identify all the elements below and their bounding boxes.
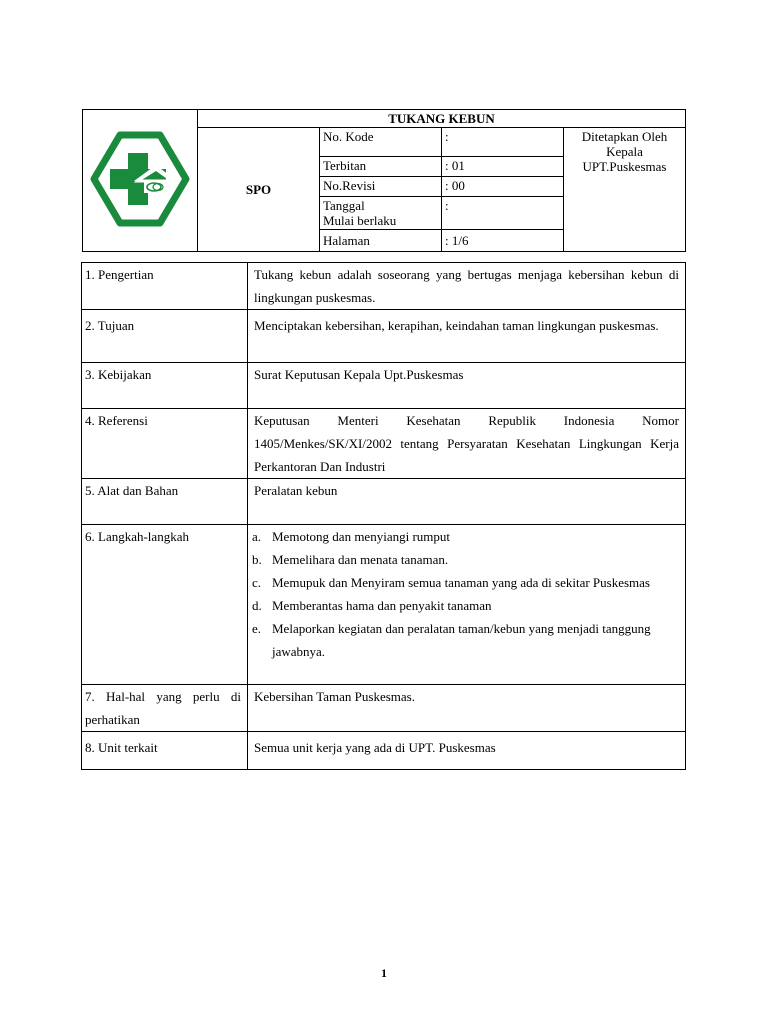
no-kode-label: No. Kode (320, 128, 442, 157)
section-text: Surat Keputusan Kepala Upt.Puskesmas (248, 363, 686, 409)
section-row (82, 363, 686, 409)
section-text: Keputusan Menteri Kesehatan Republik Indonesia Nomor 1405/Menkes/SK/XI/2002 tentang Persyaratan Kesehatan Lingkungan Kerja Perkantoran Dan Industri (248, 409, 686, 479)
section-label: 1. Pengertian (82, 263, 248, 310)
section-row (82, 310, 686, 363)
step-marker: b. (252, 552, 262, 567)
tanggal-label-line2: Mulai berlaku (323, 213, 397, 228)
section-label: 4. Referensi (82, 409, 248, 479)
section-label: 5. Alat dan Bahan (82, 479, 248, 525)
section-text: Kebersihan Taman Puskesmas. (248, 685, 686, 732)
step-text: Memotong dan menyiangi rumput (272, 529, 451, 544)
halaman-value: : 1/6 (442, 230, 564, 252)
header-table (82, 109, 686, 252)
ditetapkan-cell (564, 128, 686, 252)
section-label: 8. Unit terkait (82, 732, 248, 770)
ditetapkan-line2: Kepala UPT.Puskesmas (582, 144, 667, 174)
step-text: Memberantas hama dan penyakit tanaman (272, 598, 492, 613)
section-row (82, 732, 686, 770)
section-row (82, 409, 686, 479)
tanggal-label-line1: Tanggal (323, 198, 365, 213)
spo-label: SPO (198, 128, 320, 252)
list-item (252, 617, 679, 663)
list-item (252, 571, 679, 594)
section-text: Semua unit kerja yang ada di UPT. Puskesmas (248, 732, 686, 770)
terbitan-value: : 01 (442, 157, 564, 177)
step-text: Memupuk dan Menyiram semua tanaman yang ada di sekitar Puskesmas (272, 575, 650, 590)
sop-body-table (81, 262, 686, 770)
list-item (252, 594, 679, 617)
no-revisi-value: : 00 (442, 177, 564, 197)
step-marker: e. (252, 621, 262, 636)
section-row (82, 263, 686, 310)
logo-cell (83, 110, 198, 252)
step-text: Melaporkan kegiatan dan peralatan taman/kebun yang menjadi tanggung jawabnya. (272, 621, 651, 659)
no-revisi-label: No.Revisi (320, 177, 442, 197)
tanggal-value: : (442, 197, 564, 230)
step-marker: a. (252, 529, 262, 544)
terbitan-label: Terbitan (320, 157, 442, 177)
section-label: 2. Tujuan (82, 310, 248, 363)
list-item (252, 548, 679, 571)
step-marker: c. (252, 575, 262, 590)
step-text: Memelihara dan menata tanaman. (272, 552, 449, 567)
halaman-label: Halaman (320, 230, 442, 252)
steps-list (252, 525, 679, 663)
section-row (82, 685, 686, 732)
steps-cell (248, 525, 686, 685)
section-text: Peralatan kebun (248, 479, 686, 525)
puskesmas-logo-icon (90, 131, 190, 227)
page-number: 1 (381, 966, 387, 980)
section-label: 7. Hal-hal yang perlu di perhatikan (82, 685, 248, 732)
ditetapkan-line1: Ditetapkan Oleh (581, 129, 668, 144)
list-item (252, 525, 679, 548)
document-title: TUKANG KEBUN (198, 110, 686, 128)
section-text: Menciptakan kebersihan, kerapihan, keindahan taman lingkungan puskesmas. (248, 310, 686, 363)
section-label: 6. Langkah-langkah (82, 525, 248, 685)
tanggal-label (320, 197, 442, 230)
section-text: Tukang kebun adalah soseorang yang bertugas menjaga kebersihan kebun di lingkungan puskesmas. (248, 263, 686, 310)
step-marker: d. (252, 598, 262, 613)
no-kode-value: : (442, 128, 564, 157)
section-row (82, 525, 686, 685)
section-label: 3. Kebijakan (82, 363, 248, 409)
section-row (82, 479, 686, 525)
